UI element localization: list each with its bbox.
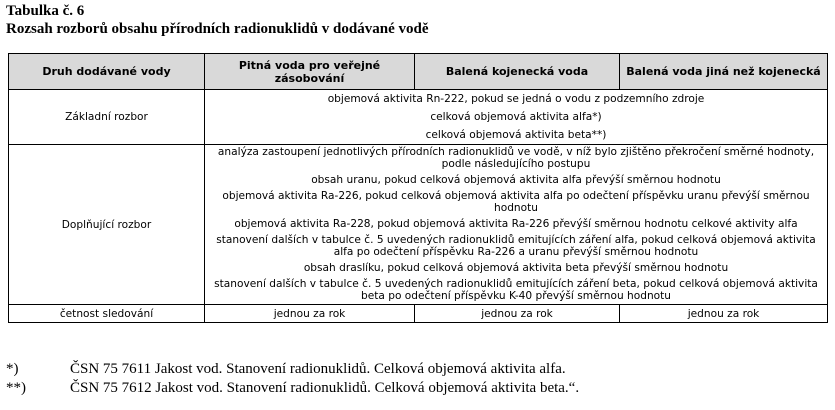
frequency-infant-water: jednou za rok bbox=[415, 305, 620, 323]
supplementary-item: stanovení dalších v tabulce č. 5 uvedených radionuklidů emitujících záření alfa, pokud celková objemová aktivita alfa po odečtení příspěvku Ra-226 a uranu převýší směrnou hodnotu bbox=[216, 234, 816, 258]
supplementary-item: objemová aktivita Ra-226, pokud celková objemová aktivita alfa po odečtení příspěvku uranu převýší směrnou hodnotu bbox=[222, 190, 810, 214]
basic-analysis-content bbox=[205, 90, 828, 145]
supplementary-item: obsah uranu, pokud celková objemová aktivita alfa převýší směrnou hodnotu bbox=[311, 174, 721, 186]
basic-item: celková objemová aktivita beta**) bbox=[425, 129, 607, 141]
basic-analysis-label: Základní rozbor bbox=[9, 90, 205, 145]
footnote-alpha bbox=[6, 361, 566, 378]
frequency-label: četnost sledování bbox=[9, 305, 205, 323]
header-water-type: Druh dodávané vody bbox=[9, 54, 205, 90]
footnote-mark: **) bbox=[6, 380, 26, 396]
basic-item: celková objemová aktivita alfa*) bbox=[430, 111, 602, 123]
frequency-public-supply: jednou za rok bbox=[205, 305, 415, 323]
frequency-bottled-water: jednou za rok bbox=[620, 305, 828, 323]
basic-analysis-row bbox=[9, 90, 828, 145]
header-public-supply: Pitná voda pro veřejné zásobování bbox=[205, 54, 415, 90]
table-title: Rozsah rozborů obsahu přírodních radionuklidů v dodávané vodě bbox=[6, 21, 429, 37]
supplementary-analysis-row bbox=[9, 145, 828, 305]
footnote-text: ČSN 75 7612 Jakost vod. Stanovení radionuklidů. Celková objemová aktivita beta.“. bbox=[70, 380, 580, 396]
supplementary-analysis-label: Doplňující rozbor bbox=[9, 145, 205, 305]
footnote-mark: *) bbox=[6, 361, 19, 377]
frequency-row bbox=[9, 305, 828, 323]
supplementary-analysis-content bbox=[205, 145, 828, 305]
footnote-beta bbox=[6, 380, 579, 397]
supplementary-item: obsah draslíku, pokud celková objemová aktivita beta převýší směrnou hodnotu bbox=[303, 262, 729, 274]
header-bottled-water: Balená voda jiná než kojenecká bbox=[620, 54, 828, 90]
header-infant-water: Balená kojenecká voda bbox=[415, 54, 620, 90]
supplementary-item: stanovení dalších v tabulce č. 5 uvedených radionuklidů emitujících záření beta, pokud celková objemová aktivita beta po odečtení příspěvku K-40 převýší směrnou hodnotu bbox=[214, 278, 818, 302]
radionuclide-table bbox=[8, 53, 828, 323]
table-number: Tabulka č. 6 bbox=[6, 3, 85, 19]
footnote-text: ČSN 75 7611 Jakost vod. Stanovení radionuklidů. Celková objemová aktivita alfa. bbox=[70, 361, 566, 377]
header-row bbox=[9, 54, 828, 90]
supplementary-item: analýza zastoupení jednotlivých přírodních radionuklidů ve vodě, v níž bylo zjištěno překročení směrné hodnoty, podle následujícího postupu bbox=[217, 146, 815, 170]
basic-item: objemová aktivita Rn-222, pokud se jedná o vodu z podzemního zdroje bbox=[327, 93, 705, 105]
supplementary-item: objemová aktivita Ra-228, pokud objemová aktivita Ra-226 převýší směrnou hodnotu celkové aktivity alfa bbox=[234, 218, 798, 230]
